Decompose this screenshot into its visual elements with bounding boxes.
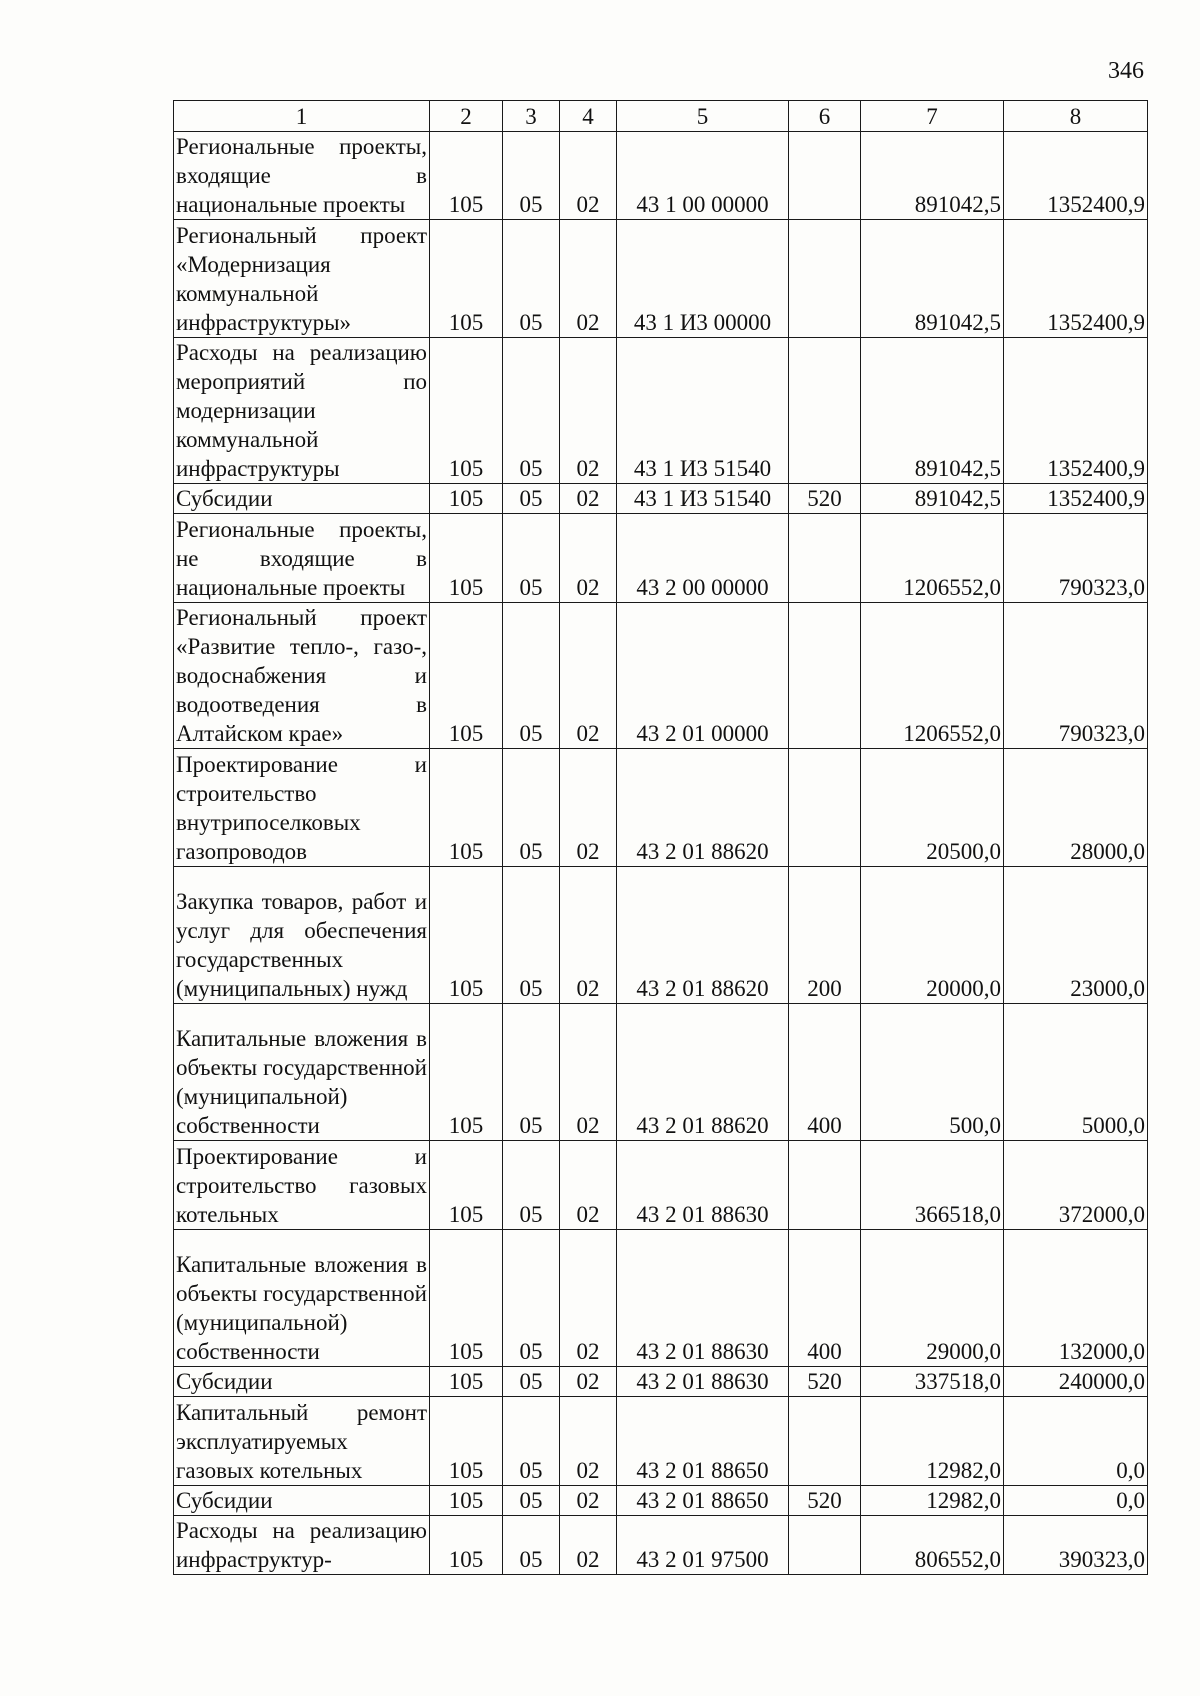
section-code: 05 [503,514,560,602]
table-row [174,1515,1148,1574]
amount-year-2: 1352400,9 [1004,132,1148,220]
amount-year-2: 23000,0 [1004,866,1148,1003]
expense-item-name: Субсидии [174,1485,430,1515]
expense-item-name: Региональные проекты, входящие в национальные проекты [174,132,430,220]
subsection-code: 02 [560,484,617,514]
section-code: 05 [503,1229,560,1366]
amount-year-1: 366518,0 [861,1141,1004,1229]
subsection-code: 02 [560,749,617,866]
expense-type-code [789,1141,861,1229]
expense-item-name: Региональные проекты, не входящие в национальные проекты [174,514,430,602]
ministry-code: 105 [430,514,503,602]
column-header: 8 [1004,101,1148,132]
column-header: 4 [560,101,617,132]
section-code: 05 [503,1003,560,1140]
expense-item-name: Расходы на реализацию мероприятий по модернизации коммунальной инфраструктуры [174,337,430,484]
amount-year-1: 12982,0 [861,1485,1004,1515]
amount-year-1: 891042,5 [861,484,1004,514]
expense-item-name: Региональный проект «Модернизация коммунальной инфраструктуры» [174,220,430,337]
table-row [174,866,1148,1003]
table-row [174,602,1148,749]
expense-item-name: Капитальные вложения в объекты государственной (муниципальной) собственности [174,1003,430,1140]
target-article-code: 43 2 00 00000 [617,514,789,602]
section-code: 05 [503,220,560,337]
column-header: 5 [617,101,789,132]
expense-type-code [789,220,861,337]
table-row [174,514,1148,602]
amount-year-1: 1206552,0 [861,514,1004,602]
ministry-code: 105 [430,866,503,1003]
amount-year-1: 337518,0 [861,1367,1004,1397]
subsection-code: 02 [560,1003,617,1140]
column-header: 3 [503,101,560,132]
subsection-code: 02 [560,1229,617,1366]
expense-item-name: Закупка товаров, работ и услуг для обеспечения государственных (муниципальных) нужд [174,866,430,1003]
table-row [174,1367,1148,1397]
amount-year-2: 28000,0 [1004,749,1148,866]
amount-year-2: 790323,0 [1004,602,1148,749]
expense-item-name: Проектирование и строительство внутрипоселковых газопроводов [174,749,430,866]
amount-year-2: 390323,0 [1004,1515,1148,1574]
table-row [174,220,1148,337]
target-article-code: 43 2 01 88620 [617,1003,789,1140]
expense-type-code [789,1397,861,1485]
header-row [174,101,1148,132]
ministry-code: 105 [430,132,503,220]
amount-year-1: 20500,0 [861,749,1004,866]
subsection-code: 02 [560,1367,617,1397]
subsection-code: 02 [560,1485,617,1515]
amount-year-1: 1206552,0 [861,602,1004,749]
amount-year-2: 0,0 [1004,1397,1148,1485]
amount-year-2: 1352400,9 [1004,337,1148,484]
amount-year-2: 1352400,9 [1004,484,1148,514]
section-code: 05 [503,484,560,514]
section-code: 05 [503,602,560,749]
target-article-code: 43 1 И3 00000 [617,220,789,337]
expense-type-code [789,749,861,866]
target-article-code: 43 2 01 00000 [617,602,789,749]
target-article-code: 43 1 00 00000 [617,132,789,220]
table-row [174,1003,1148,1140]
table-row [174,132,1148,220]
ministry-code: 105 [430,602,503,749]
target-article-code: 43 2 01 88650 [617,1397,789,1485]
table-row [174,1141,1148,1229]
amount-year-2: 5000,0 [1004,1003,1148,1140]
expense-type-code [789,1515,861,1574]
ministry-code: 105 [430,1003,503,1140]
target-article-code: 43 2 01 88630 [617,1229,789,1366]
amount-year-1: 891042,5 [861,132,1004,220]
column-header: 1 [174,101,430,132]
amount-year-1: 29000,0 [861,1229,1004,1366]
expense-item-name: Расходы на реализацию инфраструктур- [174,1515,430,1574]
table-row [174,1229,1148,1366]
ministry-code: 105 [430,1485,503,1515]
expense-type-code [789,337,861,484]
amount-year-2: 132000,0 [1004,1229,1148,1366]
table-row [174,1397,1148,1485]
expense-type-code: 520 [789,1367,861,1397]
expense-type-code: 400 [789,1229,861,1366]
expense-type-code: 400 [789,1003,861,1140]
target-article-code: 43 1 И3 51540 [617,337,789,484]
target-article-code: 43 2 01 88630 [617,1367,789,1397]
column-header: 7 [861,101,1004,132]
section-code: 05 [503,1397,560,1485]
expense-type-code: 520 [789,484,861,514]
budget-table [173,100,1148,1575]
table-row [174,337,1148,484]
ministry-code: 105 [430,337,503,484]
amount-year-1: 891042,5 [861,337,1004,484]
ministry-code: 105 [430,1141,503,1229]
amount-year-2: 1352400,9 [1004,220,1148,337]
ministry-code: 105 [430,1367,503,1397]
amount-year-2: 790323,0 [1004,514,1148,602]
amount-year-2: 240000,0 [1004,1367,1148,1397]
ministry-code: 105 [430,220,503,337]
amount-year-1: 12982,0 [861,1397,1004,1485]
section-code: 05 [503,132,560,220]
target-article-code: 43 2 01 88620 [617,866,789,1003]
section-code: 05 [503,1485,560,1515]
amount-year-1: 806552,0 [861,1515,1004,1574]
section-code: 05 [503,1515,560,1574]
table-row [174,749,1148,866]
subsection-code: 02 [560,132,617,220]
target-article-code: 43 2 01 88650 [617,1485,789,1515]
subsection-code: 02 [560,602,617,749]
subsection-code: 02 [560,1141,617,1229]
target-article-code: 43 2 01 88630 [617,1141,789,1229]
subsection-code: 02 [560,1515,617,1574]
amount-year-2: 372000,0 [1004,1141,1148,1229]
amount-year-1: 20000,0 [861,866,1004,1003]
subsection-code: 02 [560,866,617,1003]
expense-item-name: Капитальный ремонт эксплуатируемых газовых котельных [174,1397,430,1485]
subsection-code: 02 [560,1397,617,1485]
expense-item-name: Проектирование и строительство газовых котельных [174,1141,430,1229]
target-article-code: 43 2 01 88620 [617,749,789,866]
amount-year-1: 500,0 [861,1003,1004,1140]
section-code: 05 [503,337,560,484]
section-code: 05 [503,749,560,866]
amount-year-1: 891042,5 [861,220,1004,337]
section-code: 05 [503,1141,560,1229]
expense-type-code: 200 [789,866,861,1003]
target-article-code: 43 1 И3 51540 [617,484,789,514]
expense-item-name: Региональный проект «Развитие тепло-, газо-, водоснабжения и водоотведения в Алтайском крае» [174,602,430,749]
expense-item-name: Капитальные вложения в объекты государственной (муниципальной) собственности [174,1229,430,1366]
expense-type-code [789,514,861,602]
expense-type-code [789,602,861,749]
subsection-code: 02 [560,220,617,337]
ministry-code: 105 [430,1515,503,1574]
expense-type-code: 520 [789,1485,861,1515]
subsection-code: 02 [560,337,617,484]
table-row [174,1485,1148,1515]
section-code: 05 [503,1367,560,1397]
table-row [174,484,1148,514]
page-number: 346 [1108,58,1144,84]
amount-year-2: 0,0 [1004,1485,1148,1515]
ministry-code: 105 [430,749,503,866]
expense-item-name: Субсидии [174,484,430,514]
target-article-code: 43 2 01 97500 [617,1515,789,1574]
ministry-code: 105 [430,484,503,514]
ministry-code: 105 [430,1397,503,1485]
column-header: 2 [430,101,503,132]
column-header: 6 [789,101,861,132]
subsection-code: 02 [560,514,617,602]
section-code: 05 [503,866,560,1003]
expense-item-name: Субсидии [174,1367,430,1397]
ministry-code: 105 [430,1229,503,1366]
expense-type-code [789,132,861,220]
